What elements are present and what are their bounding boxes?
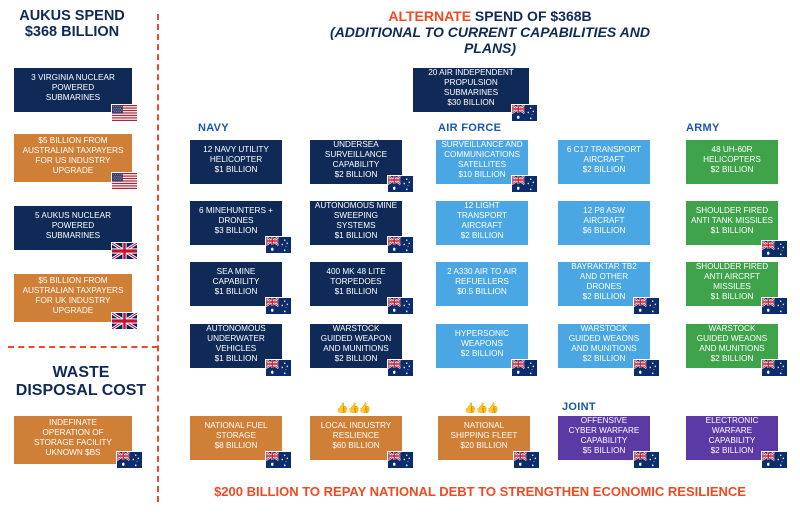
australia-flag-icon	[633, 359, 660, 377]
box-label: WARSTOCK GUIDED WEAONS AND MUNITIONS $2 BILLION	[568, 324, 640, 363]
australia-flag-icon	[511, 175, 538, 193]
left-item-label: 3 VIRGINIA NUCLEAR POWERED SUBMARINES	[31, 73, 115, 102]
main-title	[290, 8, 690, 56]
box-label: 6 C17 TRANSPORT AIRCRAFT $2 BILLION	[566, 145, 642, 174]
box-label: 12 NAVY UTILITY HELICOPTER $1 BILLION	[203, 145, 269, 174]
main-title-line2: (ADDITIONAL TO CURRENT CAPABILITIES AND	[330, 24, 650, 41]
australia-flag-icon	[761, 359, 788, 377]
box-label: 48 UH-60R HELICOPTERS $2 BILLION	[703, 145, 761, 174]
waste-heading-line2: DISPOSAL COST	[15, 381, 147, 399]
box-label: BAYRAKTAR TB2 AND OTHER DRONES $2 BILLION	[571, 262, 637, 301]
section-air-force: AIR FORCE	[438, 122, 502, 134]
australia-flag-icon	[265, 451, 292, 469]
thumbs-up-icon: 👍👍👍	[336, 403, 371, 414]
box-label: NATIONAL SHIPPING FLEET $20 BILLION	[450, 421, 518, 450]
box-label: LOCAL INDUSTRY RESLIENCE $60 BILLION	[320, 421, 392, 450]
box-label: WARSTOCK GUIDED WEAONS AND MUNITIONS $2 BILLION	[696, 324, 768, 363]
box-label: SHOULDER FIRED ANTI AIRCRFT MISSILES $1 BILLION	[695, 262, 769, 301]
debt-repayment-banner: $200 BILLION TO REPAY NATIONAL DEBT TO STRENGTHEN ECONOMIC RESILIENCE	[214, 484, 746, 499]
box-label: AUTONOMOUS UNDERWATER VEHICLES $1 BILLION	[206, 324, 266, 363]
australia-flag-icon	[265, 236, 292, 254]
australia-flag-icon	[387, 359, 414, 377]
australia-flag-icon	[633, 297, 660, 315]
australia-flag-icon	[633, 451, 660, 469]
top-item-label: 20 AIR INDEPENDENT PROPULSION SUBMARINES $30 BILLION	[428, 68, 514, 107]
australia-flag-icon	[761, 297, 788, 315]
australia-flag-icon	[387, 451, 414, 469]
main-title-line3: PLANS)	[463, 40, 517, 57]
australia-flag-icon	[387, 236, 414, 254]
main-title-line1	[290, 8, 690, 24]
thumbs-up-icon: 👍👍👍	[464, 403, 499, 414]
left-item-label: $5 BILLION FROM AUSTRALIAN TAXPAYERS FOR UK INDUSTRY UPGRADE	[22, 276, 124, 315]
air-p8	[558, 201, 650, 245]
section-navy: NAVY	[198, 122, 229, 134]
australia-flag-icon	[387, 175, 414, 193]
air-refuellers	[436, 262, 528, 306]
aukus-heading-line2: $368 BILLION	[24, 24, 120, 41]
waste-heading-line1: WASTE	[52, 364, 110, 381]
australia-flag-icon	[513, 451, 540, 469]
air-light-transport	[436, 201, 528, 245]
australia-flag-icon	[265, 297, 292, 315]
australia-flag-icon	[761, 240, 788, 258]
left-item-label: $5 BILLION FROM AUSTRALIAN TAXPAYERS FOR US INDUSTRY UPGRADE	[22, 136, 124, 175]
army-anti-tank	[686, 201, 778, 245]
box-label: HYPERSONIC WEAPONS $2 BILLION	[454, 329, 510, 358]
australia-flag-icon	[387, 297, 414, 315]
usa-flag-icon	[111, 104, 138, 122]
australia-flag-icon	[116, 451, 143, 469]
uk-flag-icon	[111, 312, 138, 330]
army-helicopters	[686, 140, 778, 184]
box-label: 2 A330 AIR TO AIR REFUELLERS $0.5 BILLION	[447, 267, 517, 296]
australia-flag-icon	[511, 359, 538, 377]
main-title-rest: SPEND OF $368B	[471, 8, 592, 24]
box-label: 400 MK 48 LITE TORPEDOES $1 BILLION	[326, 267, 386, 296]
waste-heading	[6, 364, 156, 400]
box-label: WARSTOCK GUIDED WEAPON AND MUNITIONS $2 BILLION	[320, 324, 392, 363]
box-label: UNDERSEA SURVEILLANCE CAPABILITY $2 BILLION	[324, 140, 388, 179]
box-label: 6 MINEHUNTERS + DRONES $3 BILLION	[199, 206, 273, 235]
australia-flag-icon	[511, 104, 538, 122]
usa-flag-icon	[111, 172, 138, 190]
box-label: NATIONAL FUEL STORAGE $8 BILLION	[204, 421, 268, 450]
box-label: SURVEILLANCE AND COMMUNICATIONS SATELLITES $10 BILLION	[441, 140, 523, 179]
australia-flag-icon	[761, 451, 788, 469]
section-army: ARMY	[686, 122, 720, 134]
air-c17	[558, 140, 650, 184]
box-label: 12 LIGHT TRANSPORT AIRCRAFT $2 BILLION	[456, 201, 508, 240]
navy-utility-helicopter	[190, 140, 282, 184]
box-label: OFFENSIVE CYBER WARFARE CAPABILITY $5 BILLION	[568, 416, 640, 455]
section-joint: JOINT	[562, 401, 596, 413]
aukus-heading-line1: AUKUS SPEND	[19, 8, 125, 24]
waste-item-label: INDEFINATE OPERATION OF STORAGE FACILITY UKNOWN $BS	[34, 418, 112, 457]
box-label: AUTONOMOUS MINE SWEEPING SYSTEMS $1 BILLION	[314, 201, 398, 240]
horizontal-divider	[8, 346, 158, 348]
box-label: SEA MINE CAPABILITY $1 BILLION	[212, 267, 260, 296]
vertical-divider	[157, 14, 159, 502]
main-title-accent: ALTERNATE	[388, 8, 472, 24]
uk-flag-icon	[111, 242, 138, 260]
left-item-label: 5 AUKUS NUCLEAR POWERED SUBMARINES	[35, 211, 111, 240]
australia-flag-icon	[265, 359, 292, 377]
box-label: 12 P8 ASW AIRCRAFT $6 BILLION	[582, 206, 626, 235]
box-label: ELECTRONIC WARFARE CAPABILITY $2 BILLION	[705, 416, 759, 455]
box-label: SHOULDER FIRED ANTI TANK MISSILES $1 BILLION	[690, 206, 774, 235]
aukus-heading	[6, 8, 138, 40]
waste-item-storage	[14, 416, 132, 464]
